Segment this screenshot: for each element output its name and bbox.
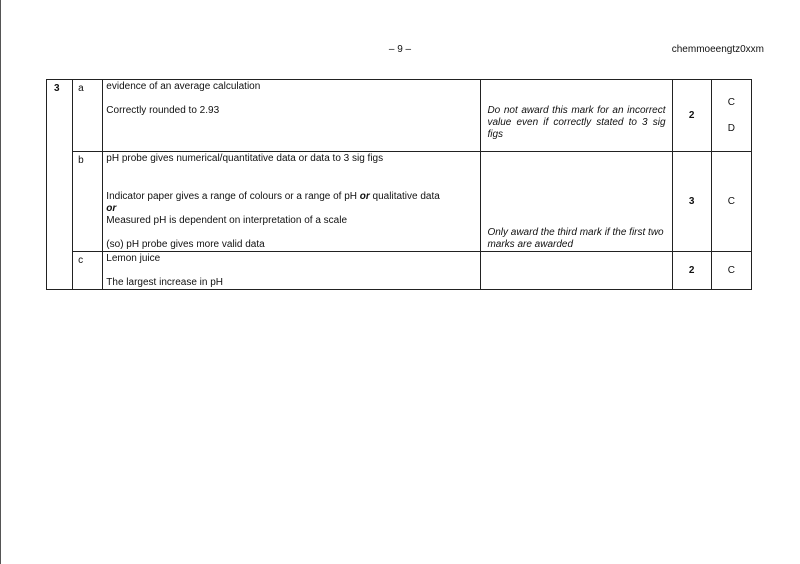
note-cell-a — [481, 80, 672, 152]
answer-b-line-5: (so) pH probe gives more valid data — [106, 239, 265, 250]
question-number: 3 — [54, 83, 60, 94]
answer-b-line-2: Indicator paper gives a range of colours or a range of pH or qualitative data — [106, 191, 440, 202]
marks-cell-a — [672, 80, 711, 152]
answer-a-line-1: evidence of an average calculation — [106, 81, 261, 92]
page-number: – 9 – — [388, 44, 412, 55]
note-cell-c — [481, 252, 672, 290]
answer-b-or: or — [106, 203, 117, 214]
marks-b: 3 — [688, 195, 695, 207]
answer-cell-c — [103, 252, 481, 290]
subpart-cell — [73, 80, 103, 152]
ao-cell-c — [711, 252, 751, 290]
marks-a: 2 — [688, 109, 695, 121]
ao-c: C — [727, 264, 735, 276]
ao-a-2: D — [727, 122, 735, 134]
ao-b: C — [727, 195, 735, 207]
answer-cell-a — [103, 80, 481, 152]
subpart-label-a: a — [78, 83, 84, 94]
ao-cell-b — [711, 152, 751, 252]
answer-b-line-1: pH probe gives numerical/quantitative data or data to 3 sig figs — [106, 153, 384, 164]
answer-c-line-1: Lemon juice — [106, 253, 161, 264]
answer-b-line-4: Measured pH is dependent on interpretation of a scale — [106, 215, 348, 226]
subpart-label-b: b — [78, 155, 84, 166]
note-cell-b — [481, 152, 672, 252]
mark-scheme-table — [46, 79, 752, 290]
table-row-3b — [47, 152, 752, 252]
subpart-label-c: c — [78, 255, 84, 266]
marks-cell-c — [672, 252, 711, 290]
table-row-3c — [47, 252, 752, 290]
marks-cell-b — [672, 152, 711, 252]
subpart-cell — [73, 152, 103, 252]
page-left-edge — [0, 0, 1, 564]
note-a: Do not award this mark for an incorrect value even if correctly stated to 3 sig figs — [487, 105, 666, 140]
answer-cell-b — [103, 152, 481, 252]
table-row-3a — [47, 80, 752, 152]
answer-c-line-2: The largest increase in pH — [106, 277, 224, 288]
document-code: chemmoeengtz0xxm — [671, 44, 764, 55]
note-b: Only award the third mark if the first two marks are awarded — [487, 227, 664, 250]
marks-c: 2 — [688, 264, 695, 276]
ao-a-1: C — [727, 96, 735, 108]
ao-cell-a — [711, 80, 751, 152]
subpart-cell — [73, 252, 103, 290]
answer-a-line-2: Correctly rounded to 2.93 — [106, 105, 220, 116]
question-number-cell — [47, 80, 73, 290]
